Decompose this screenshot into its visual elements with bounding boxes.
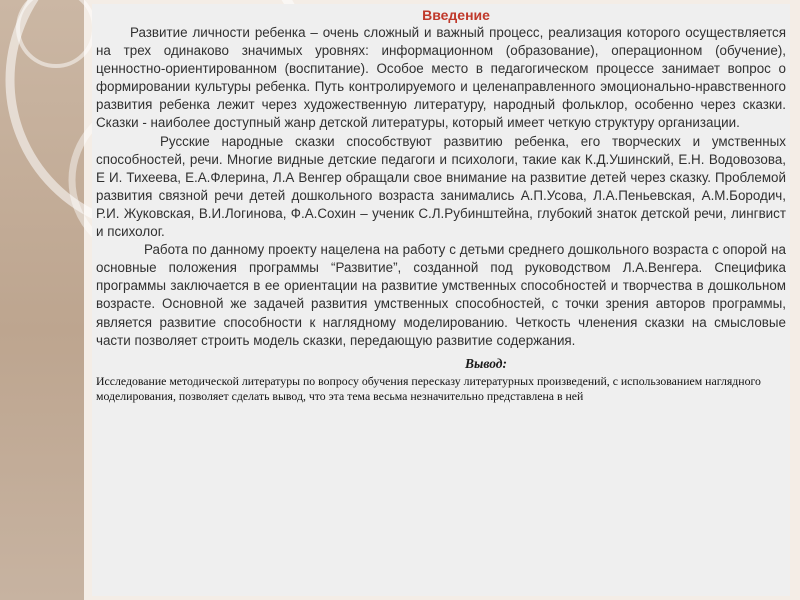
paragraph-fairy-tales: Русские народные сказки способствуют развитию ребенка, его творческих и умственных способностей, речи. Многие видные детские педагоги и психологи, такие как К.Д.Ушинский, Е.Н. Водовозова, Е И. Тихеева, Е.А.Флерина, Л.А Венгер обращали свое внимание на развитие детей через сказку. Проблемой развития связной речи детей дошкольного возраста занимались А.П.Усова, Л.А.Пеньевская, А.М.Бородич, Р.И. Жуковская, В.И.Логинова, Ф.А.Сохин – ученик С.Л.Рубинштейна, глубокий знаток детской речи, лингвист и психолог. [96, 133, 786, 240]
conclusion-title: Вывод: [465, 355, 507, 371]
paragraph-intro: Развитие личности ребенка – очень сложный и важный процесс, реализация которого осуществляется на трех одинаково значимых уровнях: информационном (образование), операционном (обучение), ценностно-ориентированном (воспитание). Особое место в педагогическом процессе занимает вопрос о формировании культуры ребенка. Путь контролируемого и целенаправленного эмоционально-нравственного развития ребенка лежит через художественную литературу, народный фольклор, особенно через сказки. Сказки - наиболее доступный жанр детской литературы, который имеет четкую структуру организации. [96, 25, 786, 131]
conclusion-text: Исследование методической литературы по вопросу обучения пересказу литературных произведений, с использованием наглядного моделирования, позволяет сделать вывод, что эта тема весьма незначительно представлена в ней [96, 373, 761, 404]
content-area [92, 4, 790, 596]
paragraph-project: Работа по данному проекту нацелена на работу с детьми среднего дошкольного возраста с опорой на основные положения программы “Развитие”, созданной под руководством Л.А.Венгера. Специфика программы заключается в ее ориентации на развитие умственных способностей и творчества в дошкольном возрасте. Основной же задачей развития умственных способностей, с точки зрения авторов программы, является развитие способности к наглядному моделированию. Четкость членения сказки на смысловые части позволяет строить модель сказки, передающую развитие содержания. [96, 242, 786, 348]
decorative-side-panel [0, 0, 84, 600]
page-title: Введение [422, 7, 490, 23]
document-body [96, 6, 786, 405]
